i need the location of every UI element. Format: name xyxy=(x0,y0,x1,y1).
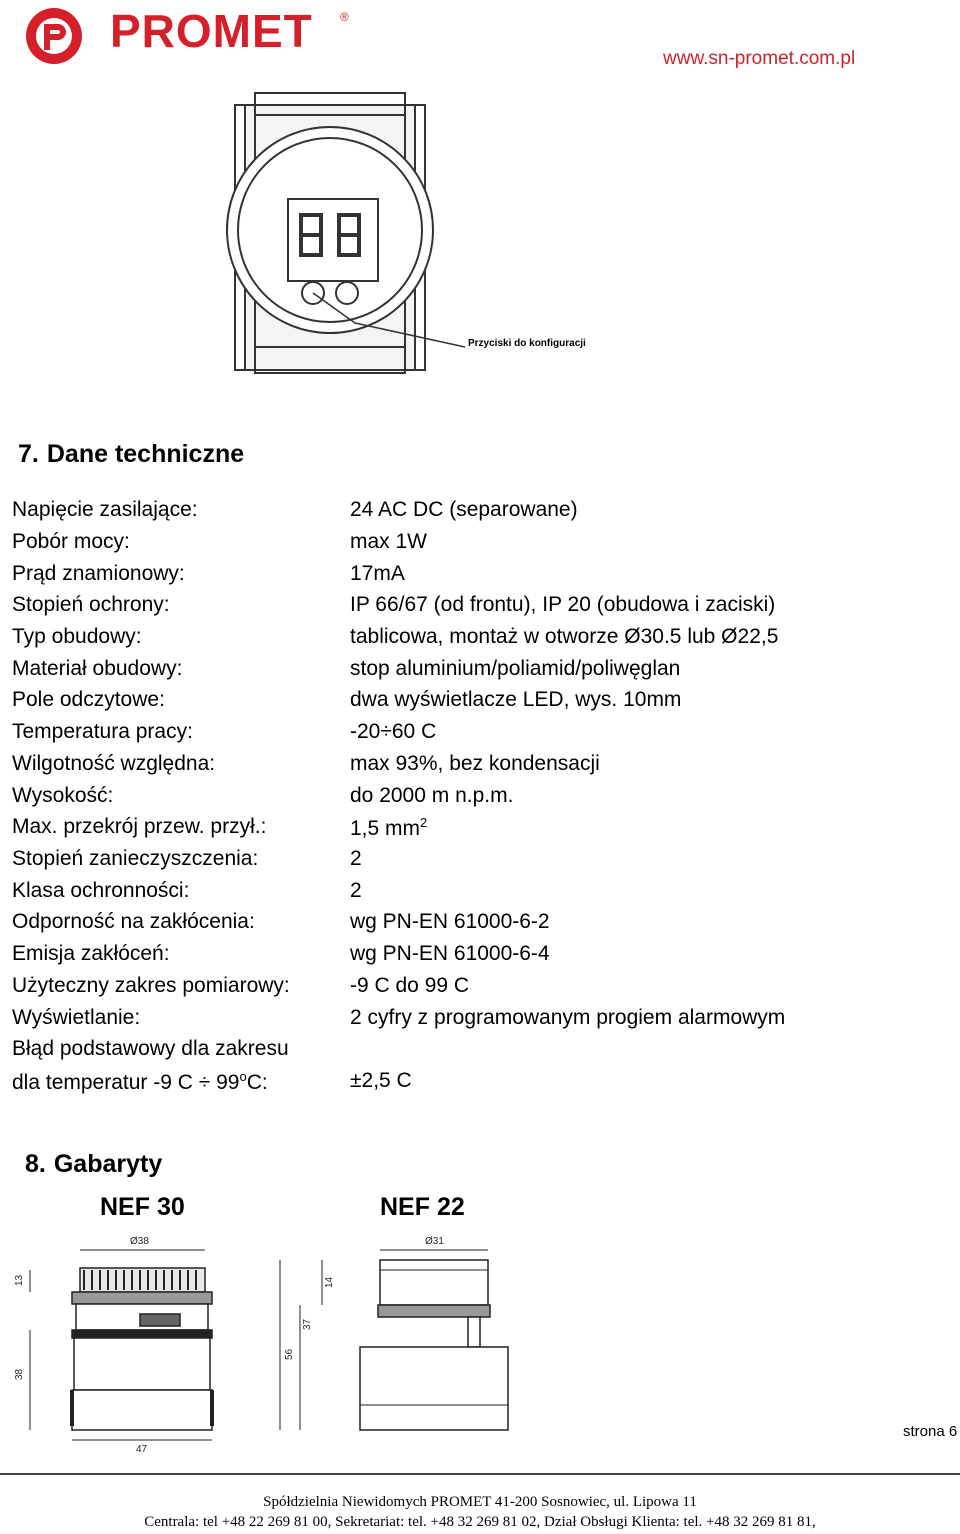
spec-row xyxy=(12,1037,912,1067)
spec-label: Max. przekrój przew. przył.: xyxy=(12,815,267,838)
spec-row xyxy=(12,815,912,845)
spec-label-end: C: xyxy=(246,1071,268,1094)
superscript: o xyxy=(239,1069,247,1084)
footer-contacts: Centrala: tel +48 22 269 81 00, Sekretariat: tel. +48 32 269 81 02, Dział Obsługi Klienta: tel. +48 32 269 81 81, xyxy=(144,1514,816,1530)
nef30-height-2-label: 38 xyxy=(14,1368,25,1380)
spec-label: Wysokość: xyxy=(12,784,114,807)
nef30-drawing xyxy=(30,1250,212,1440)
website-url[interactable]: www.sn-promet.com.pl xyxy=(663,48,856,69)
spec-label: Prąd znamionowy: xyxy=(12,562,185,585)
spec-row xyxy=(12,593,912,623)
spec-row xyxy=(12,784,912,814)
spec-label: Pole odczytowe: xyxy=(12,688,165,711)
spec-value: 24 AC DC (separowane) xyxy=(350,498,578,521)
spec-value: 1,5 mm xyxy=(350,817,421,840)
section-7-heading xyxy=(18,440,244,469)
footer-address: Spółdzielnia Niewidomych PROMET 41-200 Sosnowiec, ul. Lipowa 11 xyxy=(263,1494,697,1510)
spec-label: Stopień zanieczyszczenia: xyxy=(12,847,259,870)
spec-row xyxy=(12,688,912,718)
spec-label: Typ obudowy: xyxy=(12,625,142,648)
spec-row xyxy=(12,1006,912,1036)
page-number: strona 6 xyxy=(903,1423,958,1440)
nef22-drawing xyxy=(280,1250,508,1430)
spec-row xyxy=(12,625,912,655)
spec-value: -20÷60 C xyxy=(350,720,437,743)
spec-row xyxy=(12,847,912,877)
nef22-diameter-label: Ø31 xyxy=(425,1236,444,1247)
nef22-height-1-label: 14 xyxy=(324,1276,335,1288)
spec-label: Temperatura pracy: xyxy=(12,720,193,743)
spec-row xyxy=(12,879,912,909)
spec-row xyxy=(12,530,912,560)
spec-value: 2 cyfry z programowanym progiem alarmowym xyxy=(350,1006,786,1029)
nef22-height-3-label: 56 xyxy=(284,1348,295,1360)
nef22-height-2-label: 37 xyxy=(302,1318,313,1330)
spec-row xyxy=(12,720,912,750)
spec-label: Klasa ochronności: xyxy=(12,879,190,902)
spec-value: dwa wyświetlacze LED, wys. 10mm xyxy=(350,688,682,711)
spec-value: ±2,5 C xyxy=(350,1069,412,1092)
section-8-heading xyxy=(25,1150,162,1179)
spec-label: Stopień ochrony: xyxy=(12,593,170,616)
spec-label: Wyświetlanie: xyxy=(12,1006,141,1029)
spec-value-wrap xyxy=(350,815,427,841)
spec-value: max 93%, bez kondensacji xyxy=(350,752,600,775)
section-number: 8. xyxy=(25,1150,46,1178)
spec-value: wg PN-EN 61000-6-4 xyxy=(350,942,550,965)
spec-value: IP 66/67 (od frontu), IP 20 (obudowa i zaciski) xyxy=(350,593,776,616)
spec-value: -9 C do 99 C xyxy=(350,974,470,997)
model-nef30-label: NEF 30 xyxy=(100,1193,185,1221)
spec-row xyxy=(12,498,912,528)
spec-label: Użyteczny zakres pomiarowy: xyxy=(12,974,290,997)
dimension-drawings xyxy=(0,1230,540,1460)
nef30-height-1-label: 13 xyxy=(14,1274,25,1286)
spec-value: 2 xyxy=(350,879,362,902)
spec-label: Odporność na zakłócenia: xyxy=(12,910,255,933)
superscript: 2 xyxy=(420,815,428,830)
spec-row xyxy=(12,562,912,592)
spec-row xyxy=(12,910,912,940)
spec-value: tablicowa, montaż w otworze Ø30.5 lub Ø22,5 xyxy=(350,625,779,648)
spec-value: max 1W xyxy=(350,530,428,553)
spec-label: Napięcie zasilające: xyxy=(12,498,198,521)
spec-value: 17mA xyxy=(350,562,405,585)
model-nef22-label: NEF 22 xyxy=(380,1193,465,1221)
spec-row xyxy=(12,942,912,972)
registered-mark: ® xyxy=(340,10,349,24)
spec-label-wrap xyxy=(12,1069,268,1095)
spec-label: Błąd podstawowy dla zakresu xyxy=(12,1037,289,1060)
spec-row xyxy=(12,657,912,687)
spec-value: stop aluminium/poliamid/poliwęglan xyxy=(350,657,681,680)
spec-row xyxy=(12,1069,912,1099)
spec-label: Pobór mocy: xyxy=(12,530,130,553)
spec-label: Emisja zakłóceń: xyxy=(12,942,170,965)
spec-label: dla temperatur -9 C ÷ 99 xyxy=(12,1071,240,1094)
spec-value: 2 xyxy=(350,847,362,870)
footer-divider xyxy=(0,1473,960,1475)
brand-name: PROMET xyxy=(110,5,313,57)
spec-label: Materiał obudowy: xyxy=(12,657,183,680)
section-title: Dane techniczne xyxy=(46,440,245,468)
section-number: 7. xyxy=(18,440,39,468)
nef30-diameter-label: Ø38 xyxy=(130,1236,149,1247)
section-title: Gabaryty xyxy=(53,1150,163,1178)
config-buttons-caption: Przyciski do konfiguracji xyxy=(468,338,586,349)
spec-value: wg PN-EN 61000-6-2 xyxy=(350,910,550,933)
spec-value: do 2000 m n.p.m. xyxy=(350,784,514,807)
spec-row xyxy=(12,974,912,1004)
spec-row xyxy=(12,752,912,782)
nef30-bottom-width-label: 47 xyxy=(136,1444,148,1455)
spec-label: Wilgotność względna: xyxy=(12,752,216,775)
